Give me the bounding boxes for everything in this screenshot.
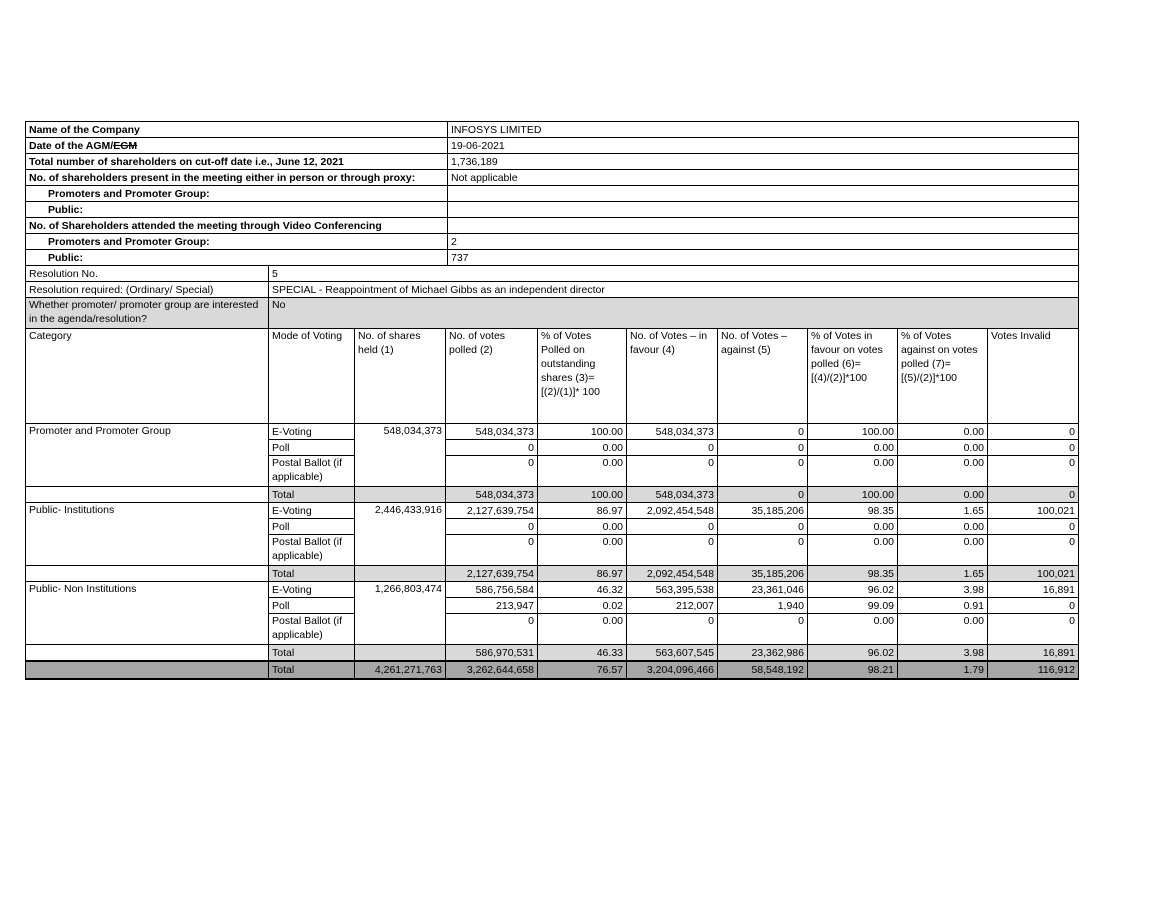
mode-cell: E-Voting (269, 582, 355, 598)
mode-cell: Postal Ballot (if applicable) (269, 456, 355, 487)
shares-held-cell: 2,446,433,916 (355, 503, 446, 566)
company-info-value: 737 (448, 250, 1079, 266)
votes-invalid-cell: 0 (988, 440, 1079, 456)
mode-cell: Total (269, 566, 355, 582)
company-info-value: 19-06-2021 (448, 138, 1079, 154)
resolution-value: SPECIAL - Reappointment of Michael Gibbs as an independent director (269, 282, 1079, 298)
company-info-value: Not applicable (448, 170, 1079, 186)
table-row (26, 202, 1079, 218)
votes-invalid-cell: 0 (988, 487, 1079, 503)
mode-cell: Total (269, 645, 355, 662)
votes-favour-cell: 0 (627, 614, 718, 645)
pct-favour-cell: 100.00 (808, 424, 898, 440)
pct-polled-cell: 0.00 (538, 456, 627, 487)
votes-polled-cell: 213,947 (446, 598, 538, 614)
votes-invalid-cell: 0 (988, 456, 1079, 487)
votes-invalid-cell: 0 (988, 598, 1079, 614)
shares-held-cell (355, 645, 446, 662)
table-row (26, 424, 1079, 440)
pct-polled-cell: 0.00 (538, 614, 627, 645)
votes-favour-cell: 212,007 (627, 598, 718, 614)
company-info-label: Public: (26, 250, 448, 266)
pct-favour-cell: 98.21 (808, 661, 898, 679)
pct-against-cell: 0.00 (898, 456, 988, 487)
header-pct-favour: % of Votes in favour on votes polled (6)=[(4)/(2)]*100 (808, 329, 898, 424)
votes-favour-cell: 2,092,454,548 (627, 503, 718, 519)
category-cell: Public- Institutions (26, 503, 269, 566)
votes-favour-cell: 0 (627, 535, 718, 566)
votes-favour-cell: 0 (627, 519, 718, 535)
header-pct-against: % of Votes against on votes polled (7)=[(5)/(2)]*100 (898, 329, 988, 424)
votes-polled-cell: 0 (446, 440, 538, 456)
resolution-value: No (269, 298, 1079, 329)
votes-polled-cell: 548,034,373 (446, 487, 538, 503)
votes-favour-cell: 0 (627, 440, 718, 456)
section-total-row (26, 566, 1079, 582)
table-row (26, 298, 1079, 329)
table-row (26, 170, 1079, 186)
pct-favour-cell: 0.00 (808, 535, 898, 566)
votes-against-cell: 0 (718, 424, 808, 440)
category-cell: Promoter and Promoter Group (26, 424, 269, 487)
category-cell (26, 661, 269, 679)
shares-held-cell (355, 566, 446, 582)
section-total-row (26, 645, 1079, 662)
votes-polled-cell: 0 (446, 535, 538, 566)
votes-against-cell: 35,185,206 (718, 566, 808, 582)
votes-favour-cell: 563,607,545 (627, 645, 718, 662)
votes-invalid-cell: 100,021 (988, 566, 1079, 582)
resolution-value: 5 (269, 266, 1079, 282)
votes-invalid-cell: 16,891 (988, 645, 1079, 662)
votes-favour-cell: 548,034,373 (627, 487, 718, 503)
company-info-label: Promoters and Promoter Group: (26, 186, 448, 202)
company-info-value (448, 218, 1079, 234)
pct-polled-cell: 0.00 (538, 519, 627, 535)
resolution-label: Resolution required: (Ordinary/ Special) (26, 282, 269, 298)
votes-polled-cell: 2,127,639,754 (446, 503, 538, 519)
company-info-label: No. of Shareholders attended the meeting through Video Conferencing (26, 218, 448, 234)
table-row (26, 582, 1079, 598)
pct-polled-cell: 0.00 (538, 440, 627, 456)
pct-favour-cell: 98.35 (808, 503, 898, 519)
header-shares-held: No. of shares held (1) (355, 329, 446, 424)
votes-against-cell: 0 (718, 614, 808, 645)
shares-held-cell: 4,261,271,763 (355, 661, 446, 679)
votes-polled-cell: 0 (446, 614, 538, 645)
section-total-row (26, 487, 1079, 503)
votes-invalid-cell: 0 (988, 614, 1079, 645)
grand-total-row (26, 661, 1079, 679)
label-text-strikethrough: EGM (113, 139, 138, 152)
category-cell: Public- Non Institutions (26, 582, 269, 645)
pct-against-cell: 1.65 (898, 503, 988, 519)
pct-polled-cell: 76.57 (538, 661, 627, 679)
pct-against-cell: 1.79 (898, 661, 988, 679)
mode-cell: E-Voting (269, 503, 355, 519)
votes-favour-cell: 563,395,538 (627, 582, 718, 598)
votes-against-cell: 23,362,986 (718, 645, 808, 662)
votes-polled-cell: 0 (446, 456, 538, 487)
mode-cell: Poll (269, 519, 355, 535)
mode-cell: Total (269, 487, 355, 503)
pct-favour-cell: 0.00 (808, 440, 898, 456)
votes-polled-cell: 2,127,639,754 (446, 566, 538, 582)
table-row (26, 122, 1079, 138)
header-mode-of-voting: Mode of Voting (269, 329, 355, 424)
category-cell (26, 645, 269, 662)
pct-against-cell: 0.00 (898, 535, 988, 566)
votes-invalid-cell: 0 (988, 519, 1079, 535)
mode-cell: Total (269, 661, 355, 679)
header-pct-polled: % of Votes Polled on outstanding shares (3)=[(2)/(1)]* 100 (538, 329, 627, 424)
pct-favour-cell: 96.02 (808, 645, 898, 662)
pct-favour-cell: 99.09 (808, 598, 898, 614)
company-info-value (448, 186, 1079, 202)
table-row (26, 250, 1079, 266)
pct-against-cell: 0.00 (898, 440, 988, 456)
mode-cell: E-Voting (269, 424, 355, 440)
pct-favour-cell: 98.35 (808, 566, 898, 582)
votes-polled-cell: 548,034,373 (446, 424, 538, 440)
pct-against-cell: 0.91 (898, 598, 988, 614)
mode-cell: Poll (269, 440, 355, 456)
votes-against-cell: 58,548,192 (718, 661, 808, 679)
company-info-value (448, 202, 1079, 218)
shares-held-cell: 548,034,373 (355, 424, 446, 487)
pct-polled-cell: 46.33 (538, 645, 627, 662)
resolution-label: Whether promoter/ promoter group are interested in the agenda/resolution? (26, 298, 269, 329)
resolution-label: Resolution No. (26, 266, 269, 282)
company-info-label (26, 138, 448, 154)
pct-against-cell: 3.98 (898, 645, 988, 662)
votes-against-cell: 0 (718, 519, 808, 535)
table-row (26, 138, 1079, 154)
pct-polled-cell: 0.00 (538, 535, 627, 566)
pct-against-cell: 3.98 (898, 582, 988, 598)
shares-held-cell: 1,266,803,474 (355, 582, 446, 645)
pct-polled-cell: 86.97 (538, 503, 627, 519)
table-row (26, 218, 1079, 234)
header-votes-favour: No. of Votes – in favour (4) (627, 329, 718, 424)
votes-against-cell: 0 (718, 487, 808, 503)
votes-favour-cell: 548,034,373 (627, 424, 718, 440)
votes-favour-cell: 2,092,454,548 (627, 566, 718, 582)
pct-favour-cell: 0.00 (808, 519, 898, 535)
company-info-label: Promoters and Promoter Group: (26, 234, 448, 250)
pct-against-cell: 0.00 (898, 519, 988, 535)
votes-invalid-cell: 116,912 (988, 661, 1079, 679)
company-info-label: Public: (26, 202, 448, 218)
mode-cell: Poll (269, 598, 355, 614)
table-row (26, 234, 1079, 250)
header-category: Category (26, 329, 269, 424)
votes-against-cell: 1,940 (718, 598, 808, 614)
pct-against-cell: 0.00 (898, 614, 988, 645)
header-votes-against: No. of Votes – against (5) (718, 329, 808, 424)
votes-against-cell: 35,185,206 (718, 503, 808, 519)
votes-against-cell: 23,361,046 (718, 582, 808, 598)
table-row (26, 503, 1079, 519)
votes-invalid-cell: 16,891 (988, 582, 1079, 598)
votes-polled-cell: 0 (446, 519, 538, 535)
company-info-value: 1,736,189 (448, 154, 1079, 170)
mode-cell: Postal Ballot (if applicable) (269, 535, 355, 566)
table-row (26, 186, 1079, 202)
label-text: Date of the AGM/ (29, 139, 114, 152)
resolution-table (25, 265, 1079, 329)
pct-favour-cell: 100.00 (808, 487, 898, 503)
pct-against-cell: 0.00 (898, 424, 988, 440)
shares-held-cell (355, 487, 446, 503)
votes-favour-cell: 0 (627, 456, 718, 487)
votes-invalid-cell: 0 (988, 535, 1079, 566)
votes-against-cell: 0 (718, 440, 808, 456)
table-header-row (26, 329, 1079, 424)
company-info-table (25, 121, 1079, 266)
table-row (26, 266, 1079, 282)
votes-against-cell: 0 (718, 535, 808, 566)
mode-cell: Postal Ballot (if applicable) (269, 614, 355, 645)
pct-against-cell: 1.65 (898, 566, 988, 582)
document-page (25, 121, 1080, 680)
company-info-label: No. of shareholders present in the meeting either in person or through proxy: (26, 170, 448, 186)
pct-against-cell: 0.00 (898, 487, 988, 503)
table-row (26, 154, 1079, 170)
pct-favour-cell: 0.00 (808, 456, 898, 487)
voting-results-table (25, 328, 1079, 680)
category-cell (26, 487, 269, 503)
votes-invalid-cell: 100,021 (988, 503, 1079, 519)
company-info-value: INFOSYS LIMITED (448, 122, 1079, 138)
pct-polled-cell: 0.02 (538, 598, 627, 614)
votes-against-cell: 0 (718, 456, 808, 487)
company-info-value: 2 (448, 234, 1079, 250)
table-row (26, 282, 1079, 298)
pct-polled-cell: 86.97 (538, 566, 627, 582)
header-votes-polled: No. of votes polled (2) (446, 329, 538, 424)
votes-polled-cell: 586,756,584 (446, 582, 538, 598)
votes-polled-cell: 586,970,531 (446, 645, 538, 662)
pct-favour-cell: 0.00 (808, 614, 898, 645)
category-cell (26, 566, 269, 582)
votes-invalid-cell: 0 (988, 424, 1079, 440)
company-info-label: Name of the Company (26, 122, 448, 138)
pct-polled-cell: 100.00 (538, 487, 627, 503)
pct-favour-cell: 96.02 (808, 582, 898, 598)
company-info-label: Total number of shareholders on cut-off date i.e., June 12, 2021 (26, 154, 448, 170)
header-votes-invalid: Votes Invalid (988, 329, 1079, 424)
pct-polled-cell: 100.00 (538, 424, 627, 440)
pct-polled-cell: 46.32 (538, 582, 627, 598)
votes-favour-cell: 3,204,096,466 (627, 661, 718, 679)
votes-polled-cell: 3,262,644,658 (446, 661, 538, 679)
